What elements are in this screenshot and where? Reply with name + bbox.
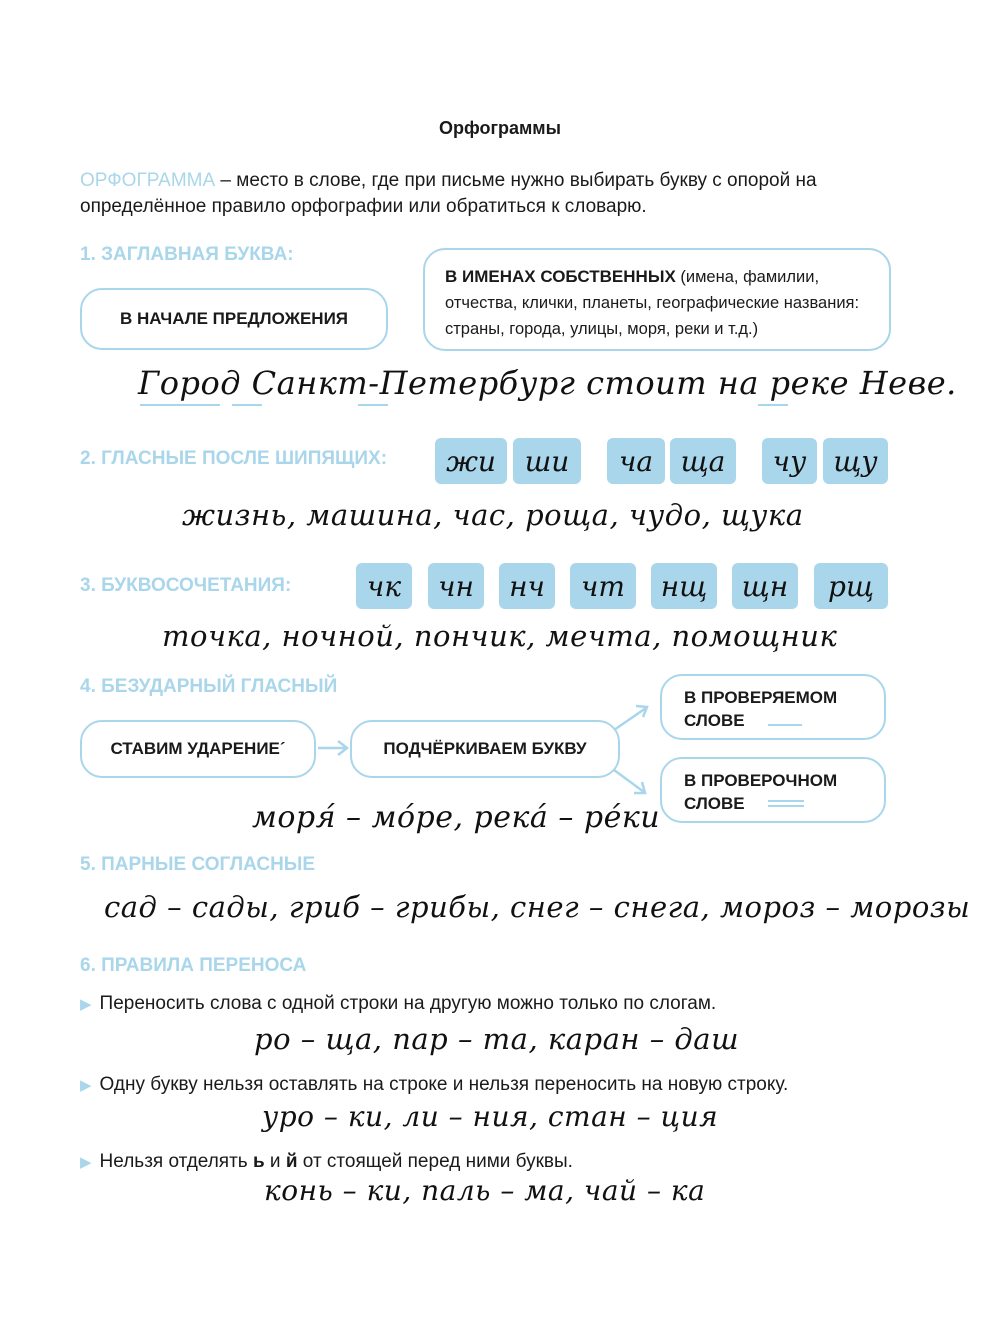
proper-names-text: (имена, фамилии, отчества, клички, планеты, географические названия: страны, города, улицы, моря, реки и т.д.)	[445, 268, 860, 338]
section-5-example: сад – сады, гриб – грибы, снег – снега, мороз – морозы	[104, 890, 971, 924]
rule-3-text: Нельзя отделять ь и й от стоящей перед ними буквы.	[99, 1151, 573, 1172]
bullet-triangle-icon: ▶	[80, 996, 92, 1013]
page-title: Орфограммы	[438, 118, 561, 138]
section-2-heading: 2. ГЛАСНЫЕ ПОСЛЕ ШИПЯЩИХ:	[80, 448, 388, 469]
chip-cha: ча	[607, 438, 665, 484]
rule-1-text: Переносить слова с одной строки на другую можно только по слогам.	[99, 993, 717, 1014]
rule-2-text: Одну букву нельзя оставлять на строке и нельзя переносить на новую строку.	[99, 1074, 789, 1095]
rule-1-example: ро – ща, пар – та, каран – даш	[254, 1022, 740, 1056]
chip-nch: нч	[499, 563, 555, 609]
bullet-triangle-icon: ▶	[80, 1077, 92, 1094]
checked-word-line1: В ПРОВЕРЯЕМОМ	[684, 688, 838, 707]
underline-peterburg	[358, 404, 388, 406]
chip-rshch: рщ	[814, 563, 888, 609]
section-3-heading: 3. БУКВОСОЧЕТАНИЯ:	[80, 575, 292, 596]
capital-sentence-start-label: В НАЧАЛЕ ПРЕДЛОЖЕНИЯ	[119, 309, 349, 328]
chip-shi: ши	[513, 438, 581, 484]
chip-nshch: нщ	[651, 563, 717, 609]
stress-label: СТАВИМ УДАРЕНИЕ´	[110, 739, 286, 758]
rule-2-example: уро – ки, ли – ния, стан – ция	[262, 1100, 719, 1133]
checked-word-line2: СЛОВЕ	[684, 711, 745, 730]
section-1-example: Город Санкт-Петербург стоит на реке Неве.	[138, 364, 957, 402]
underline-letter-box	[350, 720, 620, 778]
section-6-heading: 6. ПРАВИЛА ПЕРЕНОСА	[80, 955, 307, 976]
intro-definition: – место в слове, где при письме нужно выбирать букву с опорой на определённое правило орфографии или обратиться к словарю.	[80, 170, 817, 217]
intro-term: ОРФОГРАММА	[80, 170, 216, 191]
bullet-triangle-icon: ▶	[80, 1154, 92, 1171]
chip-shcha: ща	[670, 438, 736, 484]
double-underline-mark-top	[768, 800, 804, 802]
proper-names-title: В ИМЕНАХ СОБСТВЕННЫХ	[445, 267, 676, 286]
soft-sign: ь	[252, 1151, 265, 1172]
capital-sentence-start-box	[80, 288, 388, 350]
short-i: й	[285, 1151, 298, 1172]
single-underline-mark	[768, 724, 802, 726]
proper-names-box	[423, 248, 891, 351]
underline-letter-label: ПОДЧЁРКИВАЕМ БУКВУ	[383, 739, 587, 758]
section-4-heading: 4. БЕЗУДАРНЫЙ ГЛАСНЫЙ	[80, 676, 338, 697]
section-2-example: жизнь, машина, час, роща, чудо, щука	[182, 498, 804, 532]
chip-shchn: щн	[732, 563, 798, 609]
arrow-right-icon	[316, 738, 352, 758]
stress-box	[80, 720, 316, 778]
checked-word-box	[660, 674, 886, 740]
section-3-example: точка, ночной, пончик, мечта, помощник	[162, 619, 838, 653]
chip-cht: чт	[570, 563, 636, 609]
underline-neve	[758, 404, 788, 406]
intro-paragraph	[80, 168, 930, 220]
checking-word-box	[660, 757, 886, 823]
section-4-example: моря́ – мо́ре, река́ – ре́ки	[252, 800, 661, 835]
underline-sankt	[232, 404, 262, 406]
rule-3-example: конь – ки, паль – ма, чай – ка	[264, 1174, 706, 1207]
chip-zhi: жи	[435, 438, 507, 484]
chip-shchu: щу	[823, 438, 888, 484]
checking-word-line2: СЛОВЕ	[684, 794, 745, 813]
branch-arrows-icon	[610, 700, 660, 800]
section-5-heading: 5. ПАРНЫЕ СОГЛАСНЫЕ	[80, 854, 316, 875]
section-1-heading: 1. ЗАГЛАВНАЯ БУКВА:	[80, 244, 294, 265]
chip-chn: чн	[428, 563, 484, 609]
chip-chu: чу	[762, 438, 817, 484]
checking-word-line1: В ПРОВЕРОЧНОМ	[684, 771, 838, 790]
rule-1	[80, 993, 716, 1015]
underline-gorod	[140, 404, 220, 406]
rule-2	[80, 1074, 788, 1096]
chip-chk: чк	[356, 563, 412, 609]
double-underline-mark-bottom	[768, 805, 804, 807]
rule-3	[80, 1151, 573, 1173]
